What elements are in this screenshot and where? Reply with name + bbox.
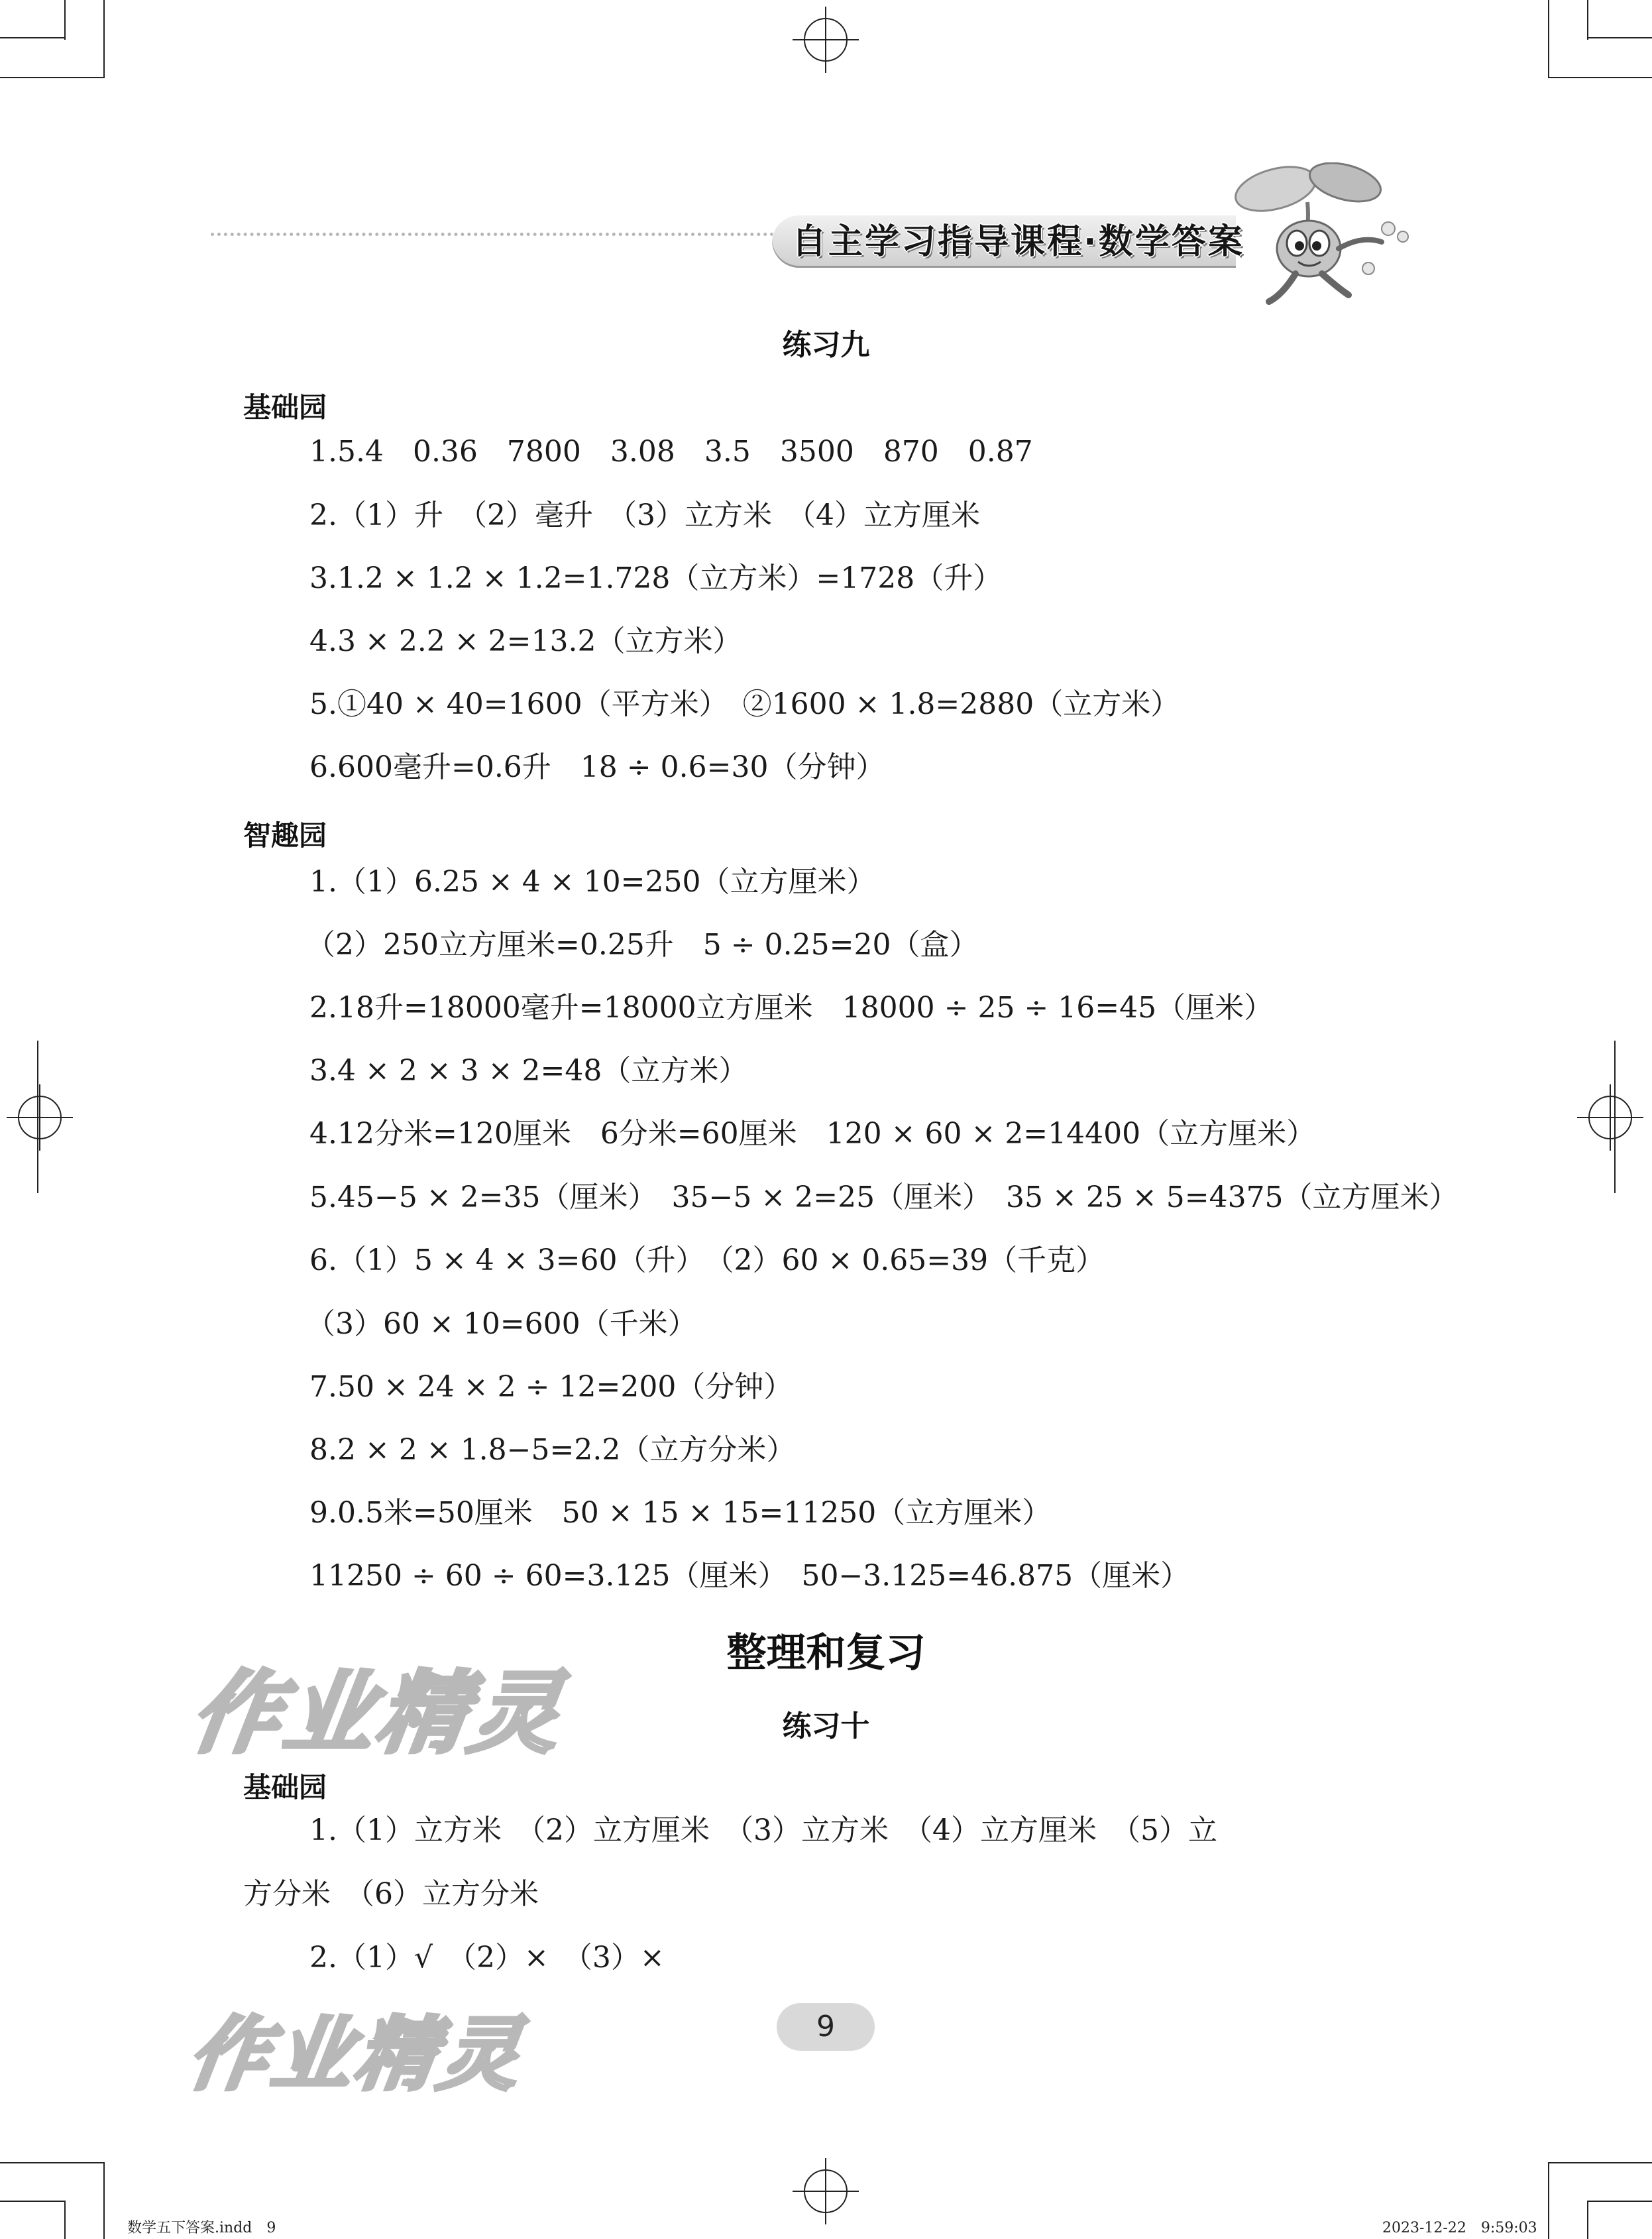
crop-mark [0, 2162, 105, 2163]
answer-line: 11250 ÷ 60 ÷ 60=3.125（厘米） 50−3.125=46.875（厘米） [309, 1559, 1190, 1593]
crop-mark [1548, 2162, 1549, 2239]
registration-mark-icon [793, 2158, 859, 2224]
answer-line: 5.45−5 × 2=35（厘米） 35−5 × 2=25（厘米） 35 × 25 × 5=4375（立方厘米） [309, 1180, 1459, 1214]
exercise-10-title: 练习十 [782, 1709, 870, 1743]
crop-mark [103, 2162, 105, 2239]
header-banner-title: 自主学习指导课程·数学答案 [792, 222, 1244, 262]
watermark: 作业精灵 [185, 1662, 571, 1765]
crop-mark [1587, 0, 1588, 40]
answer-line: 4.12分米=120厘米 6分米=60厘米 120 × 60 × 2=14400（立方厘米） [309, 1117, 1316, 1151]
crop-mark [0, 37, 65, 38]
answer-line: 4.3 × 2.2 × 2=13.2（立方米） [309, 624, 742, 658]
answer-line: 3.1.2 × 1.2 × 1.2=1.728（立方米）=1728（升） [309, 561, 1003, 595]
crop-mark [1548, 77, 1652, 78]
answer-line: 3.4 × 2 × 3 × 2=48（立方米） [309, 1054, 748, 1088]
exercise-9-title: 练习九 [782, 328, 870, 362]
crop-mark [1614, 1041, 1616, 1193]
answer-line: 7.50 × 24 × 2 ÷ 12=200（分钟） [309, 1370, 793, 1404]
crop-mark [1548, 0, 1549, 78]
crop-mark [1587, 37, 1652, 38]
answer-line: 1.（1）立方米 （2）立方厘米 （3）立方米 （4）立方厘米 （5）立 [309, 1813, 1217, 1847]
footer-filename: 数学五下答案.indd 9 [127, 2220, 276, 2236]
answer-line: 6.600毫升=0.6升 18 ÷ 0.6=30（分钟） [309, 750, 885, 784]
answer-line: 方分米 （6）立方分米 [243, 1877, 539, 1911]
crop-mark [64, 0, 66, 40]
answer-line: 8.2 × 2 × 1.8−5=2.2（立方分米） [309, 1433, 796, 1467]
answer-line: 1.5.4 0.36 7800 3.08 3.5 3500 870 0.87 [309, 435, 1033, 469]
answer-line: 2.18升=18000毫升=18000立方厘米 18000 ÷ 25 ÷ 16=45（厘米） [309, 991, 1274, 1025]
footer-timestamp: 2023-12-22 9:59:03 [1382, 2220, 1537, 2236]
crop-mark [1587, 2201, 1652, 2202]
crop-mark [1548, 2162, 1652, 2163]
page-number: 9 [777, 2003, 875, 2051]
crop-mark [37, 1041, 38, 1193]
crop-mark [0, 77, 105, 78]
answer-line: （3）60 × 10=600（千米） [306, 1307, 697, 1341]
crop-mark [1587, 2201, 1588, 2239]
ex9-fun-heading: 智趣园 [243, 819, 327, 852]
answer-line: 6.（1）5 × 4 × 3=60（升） （2）60 × 0.65=39（千克） [309, 1243, 1105, 1277]
header-dotted-rule [211, 233, 774, 236]
sprout-mascot-icon [1229, 162, 1428, 315]
answer-line: 9.0.5米=50厘米 50 × 15 × 15=11250（立方厘米） [309, 1496, 1052, 1530]
answer-line: 5.①40 × 40=1600（平方米） ②1600 × 1.8=2880（立方米） [309, 687, 1180, 721]
crop-mark [103, 0, 105, 78]
ex10-basic-heading: 基础园 [243, 1771, 327, 1804]
answer-line: 2.（1）升 （2）毫升 （3）立方米 （4）立方厘米 [309, 498, 980, 532]
ex9-basic-heading: 基础园 [243, 391, 327, 424]
crop-mark [64, 2201, 66, 2239]
answer-line: 1.（1）6.25 × 4 × 10=250（立方厘米） [309, 865, 876, 899]
crop-mark [0, 2201, 65, 2202]
registration-mark-icon [1577, 1084, 1643, 1151]
registration-mark-icon [793, 7, 859, 73]
review-section-title: 整理和复习 [726, 1630, 926, 1676]
answer-line: 2.（1）√ （2）× （3）× [309, 1941, 665, 1975]
watermark: 作业精灵 [182, 2009, 530, 2101]
registration-mark-icon [7, 1084, 73, 1151]
answer-line: （2）250立方厘米=0.25升 5 ÷ 0.25=20（盒） [306, 928, 979, 962]
